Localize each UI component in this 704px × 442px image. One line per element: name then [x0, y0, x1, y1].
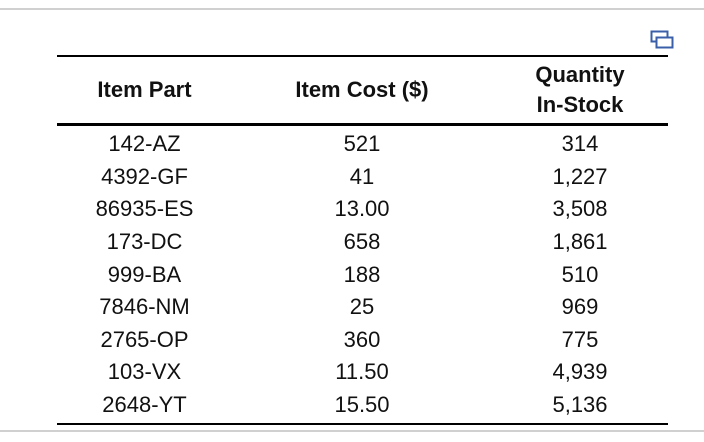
cell-item-cost: 658 — [343, 229, 381, 255]
cell-quantity: 775 — [561, 326, 599, 352]
cell-item-cost: 15.50 — [334, 392, 390, 418]
cell-quantity: 3,508 — [552, 196, 608, 222]
header-item-cost: Item Cost ($) — [295, 77, 429, 102]
cell-item-cost: 41 — [349, 163, 375, 189]
table-row — [57, 193, 668, 226]
cell-item-part: 142-AZ — [108, 131, 181, 157]
copy-icon[interactable] — [650, 30, 674, 50]
cell-item-part: 4392-GF — [101, 163, 188, 189]
cell-quantity: 510 — [561, 261, 599, 287]
cell-item-part: 2648-YT — [102, 392, 187, 418]
table-row — [57, 291, 668, 324]
cell-item-cost: 25 — [349, 294, 375, 320]
table-row — [57, 356, 668, 389]
header-quantity-line1: Quantity — [535, 62, 625, 87]
cell-item-part: 173-DC — [106, 229, 183, 255]
frame-top-border — [0, 8, 704, 10]
table-row — [57, 161, 668, 194]
table-row — [57, 226, 668, 259]
cell-quantity: 969 — [561, 294, 599, 320]
header-item-part: Item Part — [97, 77, 192, 102]
cell-item-cost: 188 — [343, 261, 381, 287]
table-row — [57, 258, 668, 291]
table-body — [57, 126, 668, 423]
table-row — [57, 128, 668, 161]
cell-item-part: 7846-NM — [99, 294, 190, 320]
table-row — [57, 324, 668, 357]
cell-quantity: 4,939 — [552, 359, 608, 385]
table-row — [57, 389, 668, 422]
cell-item-part: 999-BA — [107, 261, 182, 287]
table-header-row — [57, 57, 668, 123]
inventory-table — [57, 55, 668, 425]
cell-item-cost: 521 — [343, 131, 381, 157]
cell-quantity: 1,861 — [552, 229, 608, 255]
frame-bottom-border — [0, 430, 704, 432]
cell-item-part: 2765-OP — [100, 326, 189, 352]
cell-item-cost: 13.00 — [334, 196, 390, 222]
cell-quantity: 314 — [561, 131, 599, 157]
cell-quantity: 1,227 — [552, 163, 608, 189]
cell-item-cost: 11.50 — [335, 359, 389, 385]
header-quantity-line2: In-Stock — [536, 92, 624, 117]
cell-quantity: 5,136 — [552, 392, 608, 418]
cell-item-cost: 360 — [343, 326, 381, 352]
table-bottom-rule — [57, 423, 668, 425]
cell-item-part: 103-VX — [107, 359, 182, 385]
cell-item-part: 86935-ES — [95, 196, 194, 222]
header-quantity — [492, 60, 668, 120]
